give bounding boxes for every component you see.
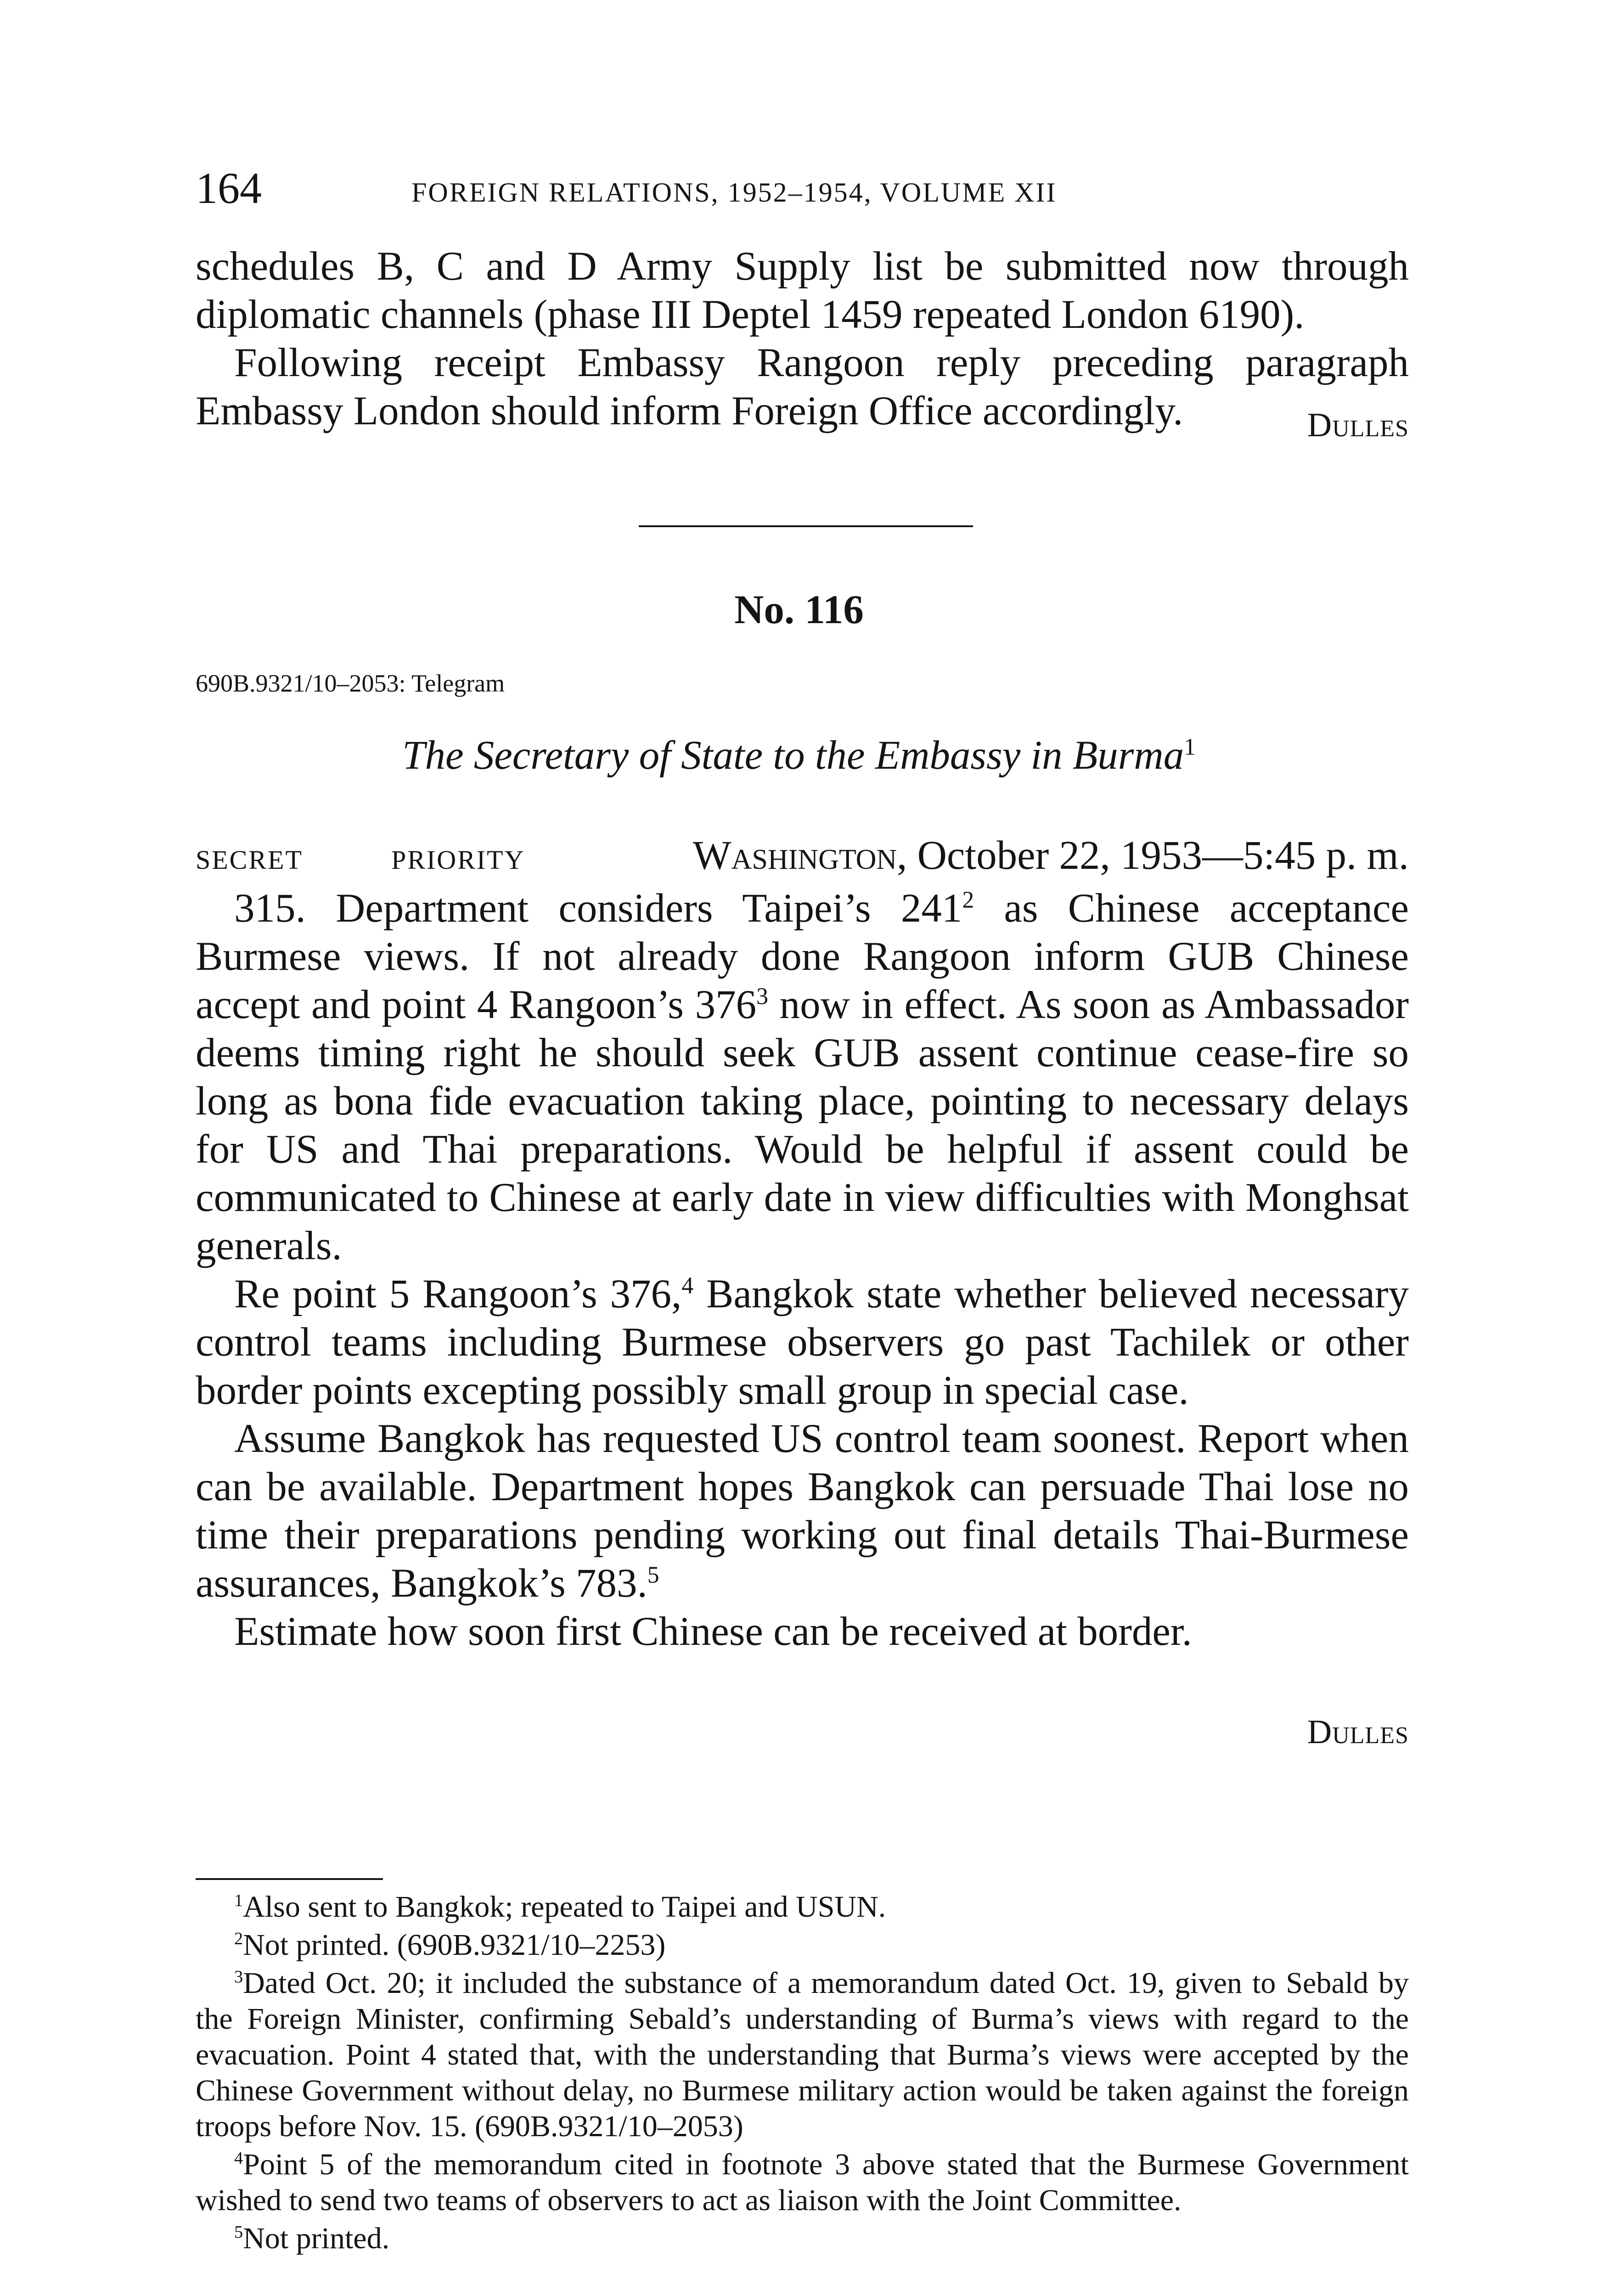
footnote: $^5$Not printed. bbox=[234, 2222, 390, 2255]
document-title-text: The Secretary of State to the Embassy in Burma bbox=[402, 733, 1184, 778]
volume-title: FOREIGN RELATIONS, 1952–1954, VOLUME XII bbox=[411, 177, 1057, 208]
place-date bbox=[693, 830, 1409, 881]
file-reference: 690B.9321/10–2053: Telegram bbox=[196, 670, 505, 697]
footnote-marker: 2 bbox=[962, 887, 974, 913]
telegram-body bbox=[196, 884, 1409, 1656]
page-number: 164 bbox=[196, 163, 262, 213]
footnote: $^3$Dated Oct. 20; it included the substance of a memorandum dated Oct. 19, given to Sebald by the Foreign Minister, confirming Sebald’s understanding of Burma’s views with regard to the evacuation. Point 4 stated that, with the understanding that Burma’s views were accepted by the Chinese Government without delay, no Burmese military action would be taken against the foreign troops before Nov. 15. (690B.9321/10–2053) bbox=[196, 1966, 1409, 2143]
footnote-number: 1 bbox=[234, 1891, 243, 1910]
section-divider bbox=[639, 525, 973, 527]
footnote-number: 2 bbox=[234, 1929, 243, 1948]
signature: Dulles bbox=[1307, 406, 1409, 444]
body-paragraph: Re point 5 Rangoon’s 376,$^4$ Bangkok state whether believed necessary control teams including Burmese observers go past Tachilek or other border points excepting possibly small group in special case. bbox=[196, 1272, 1409, 1413]
footnote-number: 5 bbox=[234, 2223, 243, 2242]
priority-label: PRIORITY bbox=[391, 845, 525, 875]
dateline bbox=[196, 830, 1409, 881]
running-head bbox=[196, 163, 1408, 214]
date: October 22, 1953—5:45 p. m. bbox=[907, 833, 1409, 878]
footnotes bbox=[196, 1889, 1409, 2259]
body-paragraph: Assume Bangkok has requested US control team soonest. Report when can be available. Department hopes Bangkok can persuade Thai lose no time their preparations pending working out final details Thai-Burmese assurances, Bangkok’s 783.$^5$ bbox=[196, 1416, 1409, 1606]
footnote-number: 3 bbox=[234, 1967, 243, 1986]
body-paragraph: 315. Department considers Taipei’s $241^2$ as Chinese acceptance Burmese views. If not already done Rangoon inform GUB Chinese accept and point 4 Rangoon’s $376^3$ now in effect. As soon as Ambassador deems timing right he should seek GUB assent continue cease-fire so long as bona fide evacuation taking place, pointing to necessary delays for US and Thai preparations. Would be helpful if assent could be communicated to Chinese at early date in view difficulties with Monghsat generals. bbox=[196, 886, 1409, 1268]
document-title bbox=[0, 730, 1598, 781]
footnote-number: 4 bbox=[234, 2149, 243, 2168]
classification-label: SECRET bbox=[196, 845, 303, 875]
continuation-paragraph: Following receipt Embassy Rangoon reply preceding paragraph Embassy London should inform Foreign Office accordingly. bbox=[196, 340, 1409, 433]
footnote: $^2$Not printed. (690B.9321/10–2253) bbox=[234, 1928, 666, 1962]
document-number: No. 116 bbox=[734, 587, 864, 632]
continuation-text bbox=[196, 242, 1409, 435]
signature: Dulles bbox=[1307, 1713, 1409, 1751]
footnote-marker: 3 bbox=[756, 983, 768, 1010]
continuation-paragraph: schedules B, C and D Army Supply list be submitted now through diplomatic channels (phase III Deptel 1459 repeated London 6190). bbox=[196, 244, 1409, 337]
footnote-marker: 5 bbox=[647, 1562, 659, 1588]
body-paragraph: Estimate how soon first Chinese can be received at border. bbox=[234, 1609, 1192, 1654]
footnote-rule bbox=[196, 1878, 383, 1880]
footnote-marker: 4 bbox=[681, 1272, 694, 1299]
footnote: $^1$Also sent to Bangkok; repeated to Taipei and USUN. bbox=[234, 1890, 886, 1924]
place: Washington, bbox=[692, 833, 907, 878]
footnote-marker: 1 bbox=[1184, 734, 1196, 760]
footnote: $^4$Point 5 of the memorandum cited in footnote 3 above stated that the Burmese Government wished to send two teams of observers to act as liaison with the Joint Committee. bbox=[196, 2148, 1409, 2217]
